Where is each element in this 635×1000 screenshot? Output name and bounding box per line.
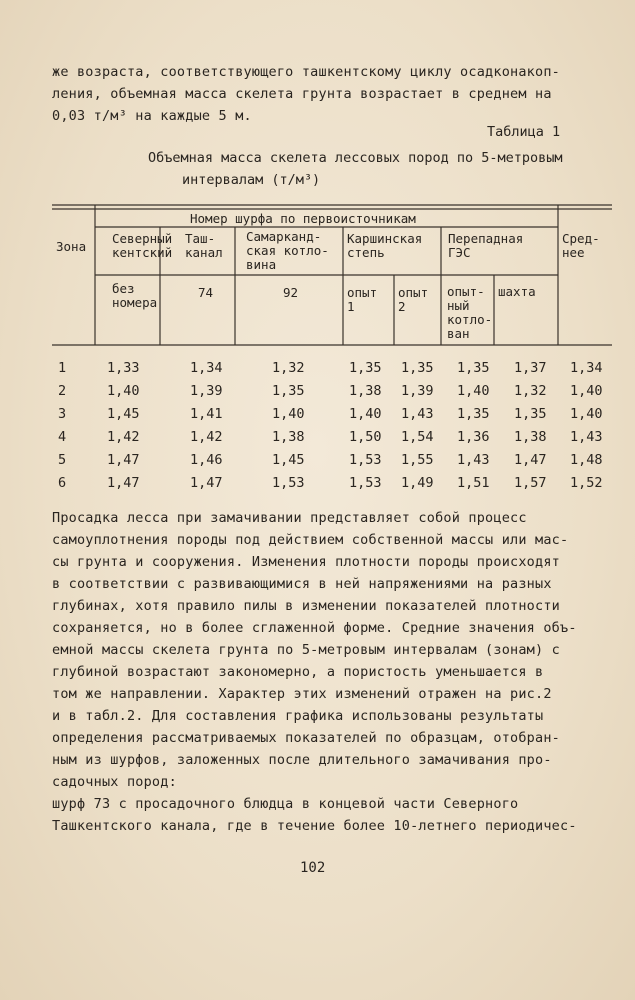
table-row-zone: 1 — [58, 360, 67, 376]
body-line-14: шурф 73 с просадочного блюдца в концевой части Северного — [52, 796, 519, 812]
table-cell: 1,33 — [107, 360, 140, 376]
table-cell: 1,47 — [107, 475, 140, 491]
body-line-13: садочных пород: — [52, 774, 177, 790]
body-line-5: глубинах, хотя правило пилы в изменении показателей плотности — [52, 598, 560, 614]
table-row-zone: 4 — [58, 429, 67, 445]
table-row-zone: 6 — [58, 475, 67, 491]
body-line-1: Просадка лесса при замачивании представляет собой процесс — [52, 510, 527, 526]
table-cell: 1,40 — [570, 383, 603, 399]
table-cell: 1,35 — [401, 360, 434, 376]
table-cell: 1,53 — [272, 475, 305, 491]
header-samarkand: Самарканд- ская котло- вина — [246, 229, 329, 272]
table-cell: 1,40 — [349, 406, 382, 422]
table-cell: 1,35 — [272, 383, 305, 399]
body-line-9: том же направлении. Характер этих изменений отражен на рис.2 — [52, 686, 552, 702]
table-cell: 1,35 — [457, 360, 490, 376]
table-cell: 1,35 — [457, 406, 490, 422]
table-cell: 1,40 — [107, 383, 140, 399]
body-line-15: Ташкентского канала, где в течение более 10-летнего периодичес- — [52, 818, 577, 834]
body-line-8: глубиной возрастают закономерно, а пористость уменьшается в — [52, 664, 544, 680]
page-number: 102 — [300, 860, 326, 876]
table-cell: 1,35 — [514, 406, 547, 422]
intro-line-1: же возраста, соответствующего ташкентскому циклу осадконакоп- — [52, 64, 560, 80]
body-line-4: в соответствии с развивающимися в ней напряжениями на разных — [52, 576, 552, 592]
table-cell: 1,51 — [457, 475, 490, 491]
table-cell: 1,42 — [107, 429, 140, 445]
body-line-6: сохраняется, но в более сглаженной форме. Средние значения объ- — [52, 620, 577, 636]
table-cell: 1,48 — [570, 452, 603, 468]
body-line-11: определения рассматриваемых показателей по образцам, отобран- — [52, 730, 560, 746]
table-title-line-2: интервалам (т/м³) — [182, 172, 321, 188]
table-cell: 1,43 — [457, 452, 490, 468]
header-perepad: Перепадная ГЭС — [448, 231, 524, 260]
table-cell: 1,40 — [272, 406, 305, 422]
table-cell: 1,52 — [570, 475, 603, 491]
header-opyt-kotlovan: опыт- ный котло- ван — [447, 284, 493, 341]
table-cell: 1,54 — [401, 429, 434, 445]
table-cell: 1,38 — [349, 383, 382, 399]
table-cell: 1,37 — [514, 360, 547, 376]
table-title-line-1: Объемная масса скелета лессовых пород по 5-метровым — [148, 150, 563, 166]
table-cell: 1,38 — [272, 429, 305, 445]
table-cell: 1,53 — [349, 452, 382, 468]
table-row-zone: 5 — [58, 452, 67, 468]
table-row-zone: 2 — [58, 383, 67, 399]
body-line-3: сы грунта и сооружения. Изменения плотности породы происходят — [52, 554, 560, 570]
table-cell: 1,34 — [570, 360, 603, 376]
header-severny: Северный кентский — [112, 231, 173, 260]
table-cell: 1,47 — [190, 475, 223, 491]
table-cell: 1,45 — [272, 452, 305, 468]
table-cell: 1,43 — [570, 429, 603, 445]
table-cell: 1,47 — [107, 452, 140, 468]
header-average: Сред- нее — [562, 231, 600, 260]
header-bez-nomera: без номера — [112, 281, 158, 310]
body-line-12: ным из шурфов, заложенных после длительного замачивания про- — [52, 752, 552, 768]
table-cell: 1,45 — [107, 406, 140, 422]
intro-line-3: 0,03 т/м³ на каждые 5 м. — [52, 108, 252, 124]
body-line-10: и в табл.2. Для составления графика использованы результаты — [52, 708, 544, 724]
table-cell: 1,57 — [514, 475, 547, 491]
table-cell: 1,41 — [190, 406, 223, 422]
header-opyt-2: опыт 2 — [398, 285, 429, 314]
header-74: 74 — [198, 285, 214, 300]
table-cell: 1,39 — [401, 383, 434, 399]
header-zone: Зона — [56, 239, 87, 254]
table-cell: 1,40 — [457, 383, 490, 399]
table-cell: 1,42 — [190, 429, 223, 445]
header-tash: Таш- канал — [185, 231, 223, 260]
table-cell: 1,43 — [401, 406, 434, 422]
intro-line-2: ления, объемная масса скелета грунта возрастает в среднем на — [52, 86, 552, 102]
table-cell: 1,40 — [570, 406, 603, 422]
table-cell: 1,49 — [401, 475, 434, 491]
header-group: Номер шурфа по первоисточникам — [190, 211, 416, 226]
body-line-2: самоуплотнения породы под действием собственной массы или мас- — [52, 532, 569, 548]
table-cell: 1,46 — [190, 452, 223, 468]
table-cell: 1,39 — [190, 383, 223, 399]
table-cell: 1,32 — [514, 383, 547, 399]
table-cell: 1,34 — [190, 360, 223, 376]
header-92: 92 — [283, 285, 299, 300]
table-cell: 1,50 — [349, 429, 382, 445]
table-cell: 1,47 — [514, 452, 547, 468]
header-karshi: Каршинская степь — [347, 231, 423, 260]
body-line-7: емной массы скелета грунта по 5-метровым интервалам (зонам) с — [52, 642, 560, 658]
table-cell: 1,38 — [514, 429, 547, 445]
header-opyt-1: опыт 1 — [347, 285, 378, 314]
table-cell: 1,55 — [401, 452, 434, 468]
table-cell: 1,32 — [272, 360, 305, 376]
table-cell: 1,53 — [349, 475, 382, 491]
table-cell: 1,36 — [457, 429, 490, 445]
header-shakhta: шахта — [498, 284, 536, 299]
table-row-zone: 3 — [58, 406, 67, 422]
table-label: Таблица 1 — [487, 124, 561, 140]
table-cell: 1,35 — [349, 360, 382, 376]
